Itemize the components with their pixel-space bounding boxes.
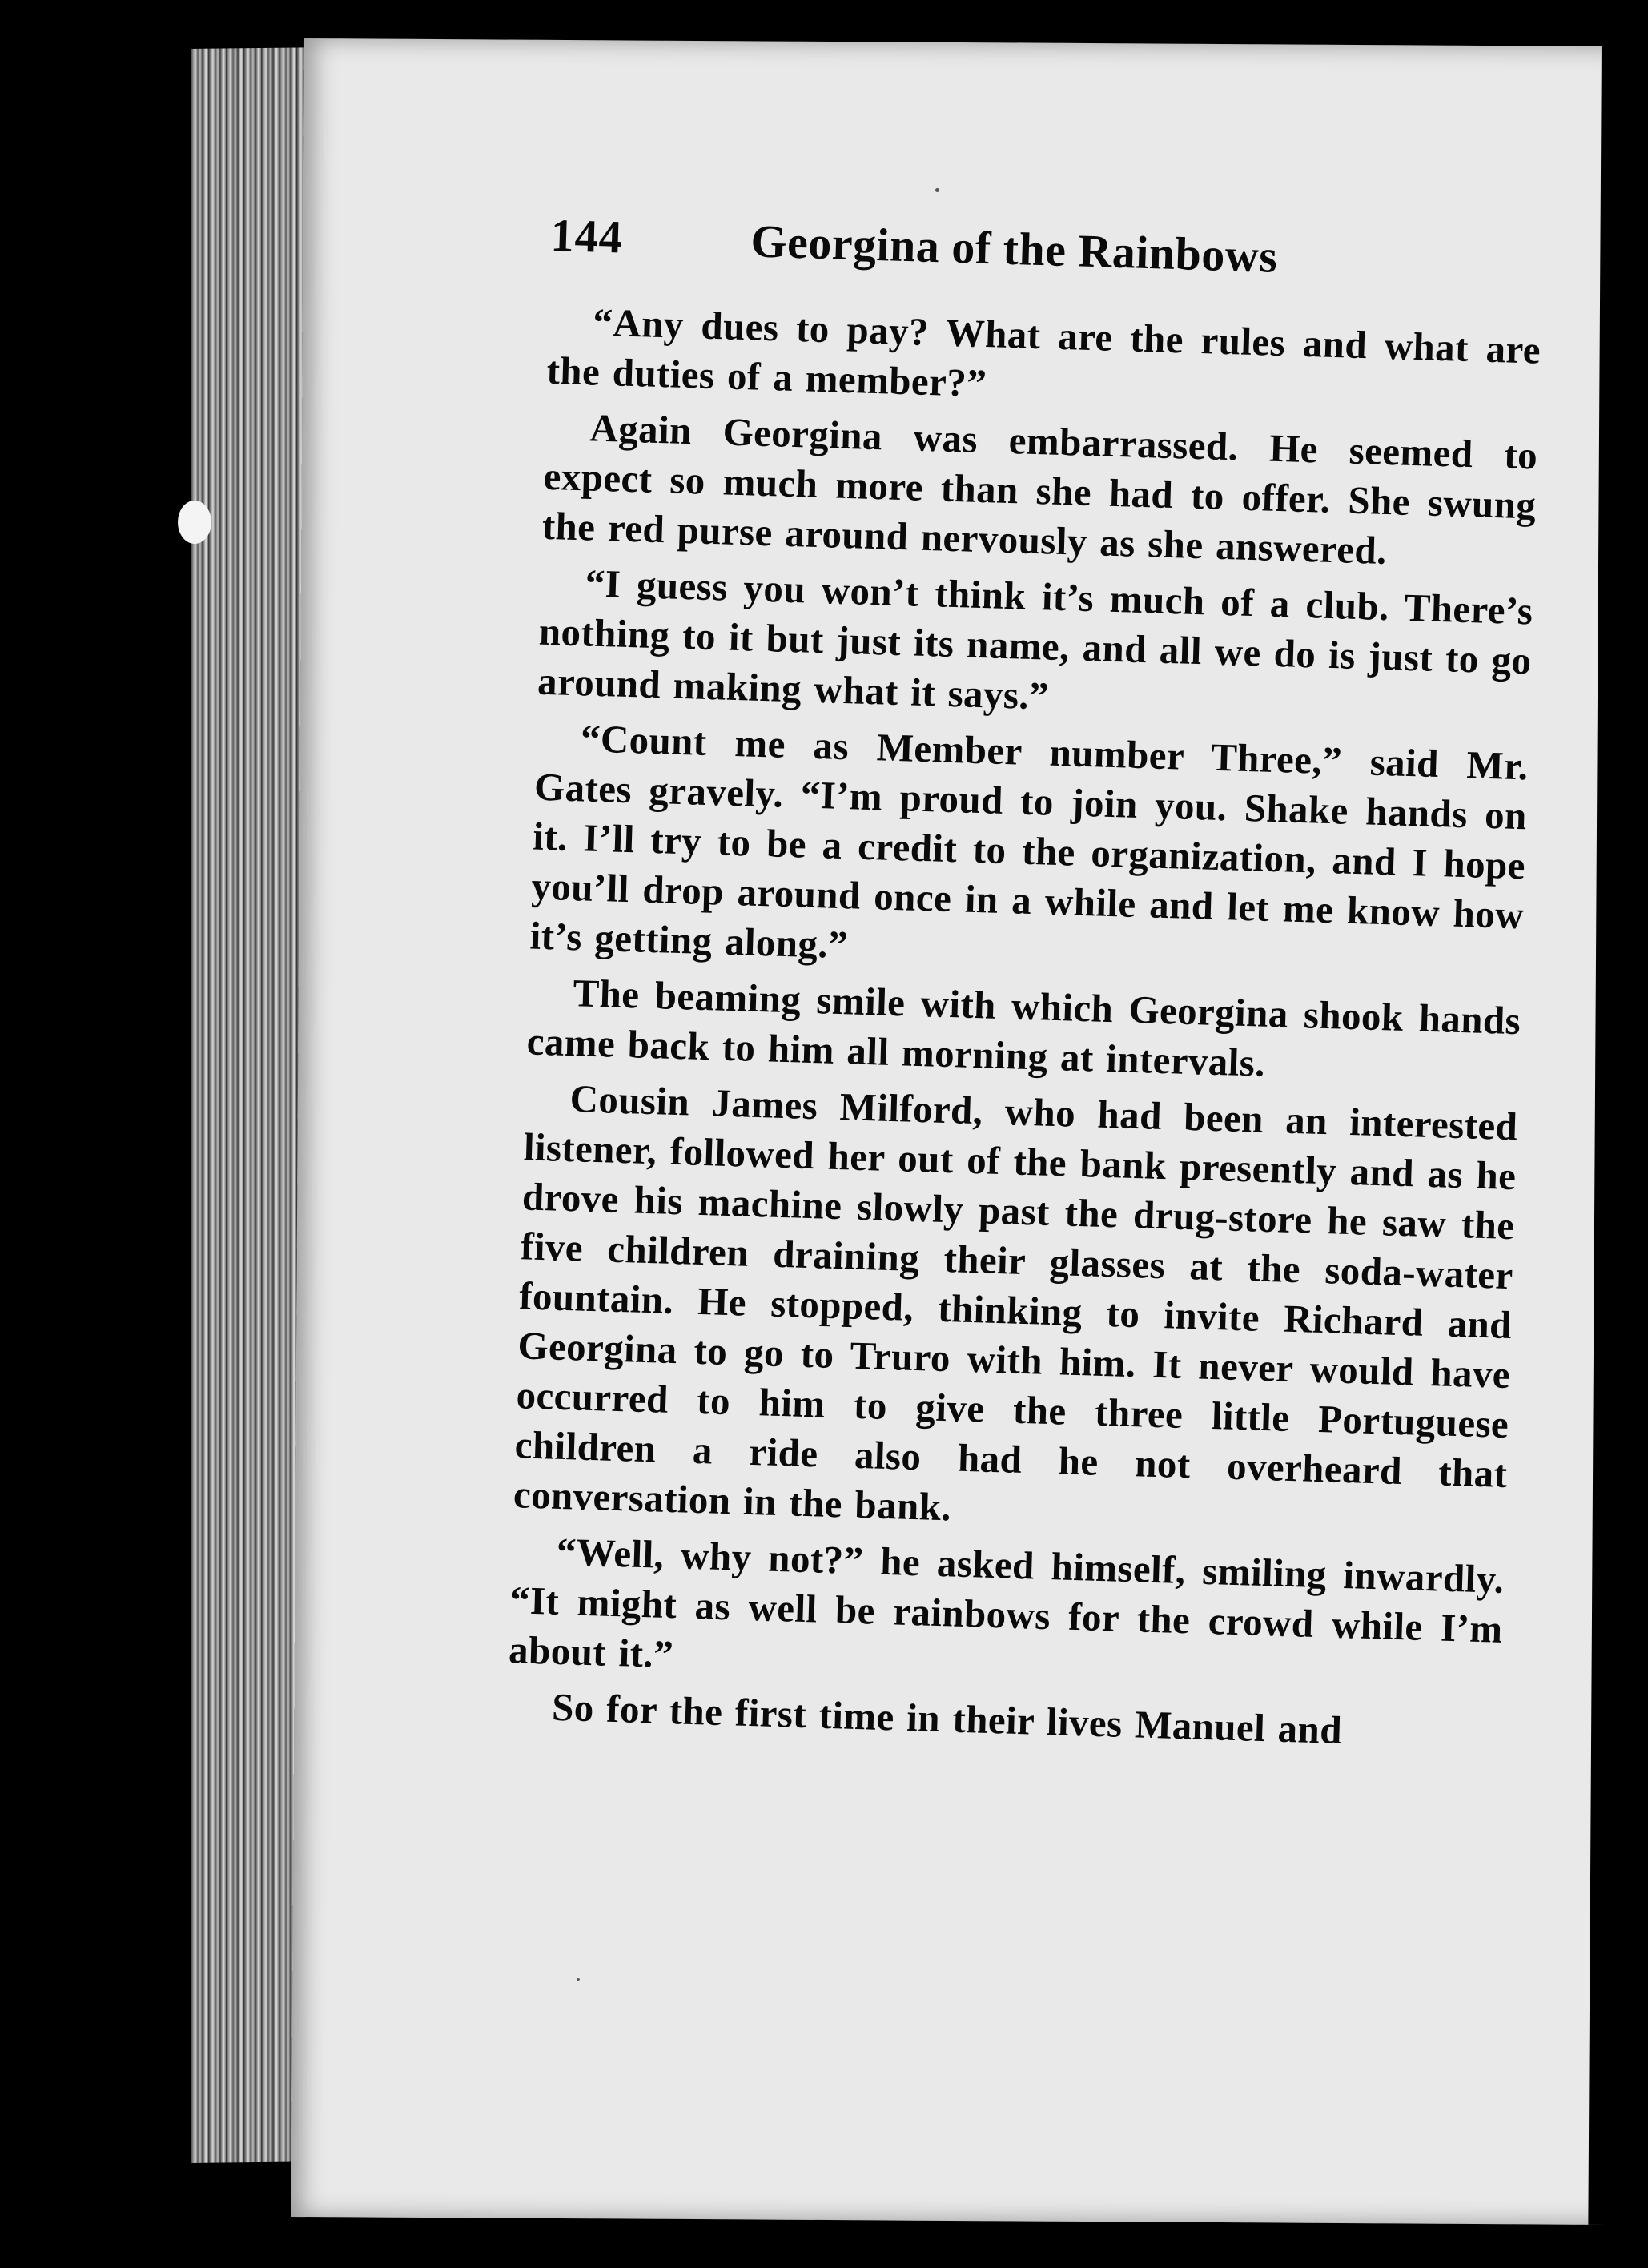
book-page xyxy=(291,38,1618,2225)
body-text xyxy=(506,296,1541,1760)
running-title: Georgina of the Rainbows xyxy=(750,215,1279,283)
scan-speck xyxy=(935,188,939,192)
paragraph: “I guess you won’t think it’s much of a club. There’s nothing to it but just its name, and all we do is just to go around making what it says.” xyxy=(537,561,1534,718)
scan-speck xyxy=(178,501,211,544)
paragraph: Cousin James Milford, who had been an interested listener, followed her out of the bank presently and as he drove his machine slowly past the drug-store he saw the five children draining their glasses at the soda-water fountain. He stopped, thinking to invite Richard and Georgina to go to Truro with him. It never would have occurred to him to give the three little Portuguese children a ride also had he not overheard that conversation in the bank. xyxy=(512,1076,1519,1530)
paragraph: “Well, why not?” he asked himself, smiling inwardly. “It might as well be rainbows for the crowd while I’m about it.” xyxy=(508,1529,1505,1677)
scan-speck xyxy=(577,1978,580,1981)
paragraph: The beaming smile with which Georgina shook hands came back to him all morning at intervals. xyxy=(526,971,1521,1085)
paragraph: Again Georgina was embarrassed. He seemed to expect so much more than she had to offer. She swung the red purse around nervously as she answered. xyxy=(541,405,1538,573)
paragraph: “Any dues to pay? What are the rules and what are the duties of a member?” xyxy=(545,300,1541,406)
page-number: 144 xyxy=(549,208,624,263)
paragraph: “Count me as Member number Three,” said Mr. Gates gravely. “I’m proud to join you. Shake hands on it. I’ll try to be a credit to the organization, and I hope you’ll drop around once in a while and let me know how it’s getting along.” xyxy=(529,716,1529,967)
page-content xyxy=(506,208,1544,1767)
paragraph: So for the first time in their lives Manuel and xyxy=(551,1684,1343,1753)
